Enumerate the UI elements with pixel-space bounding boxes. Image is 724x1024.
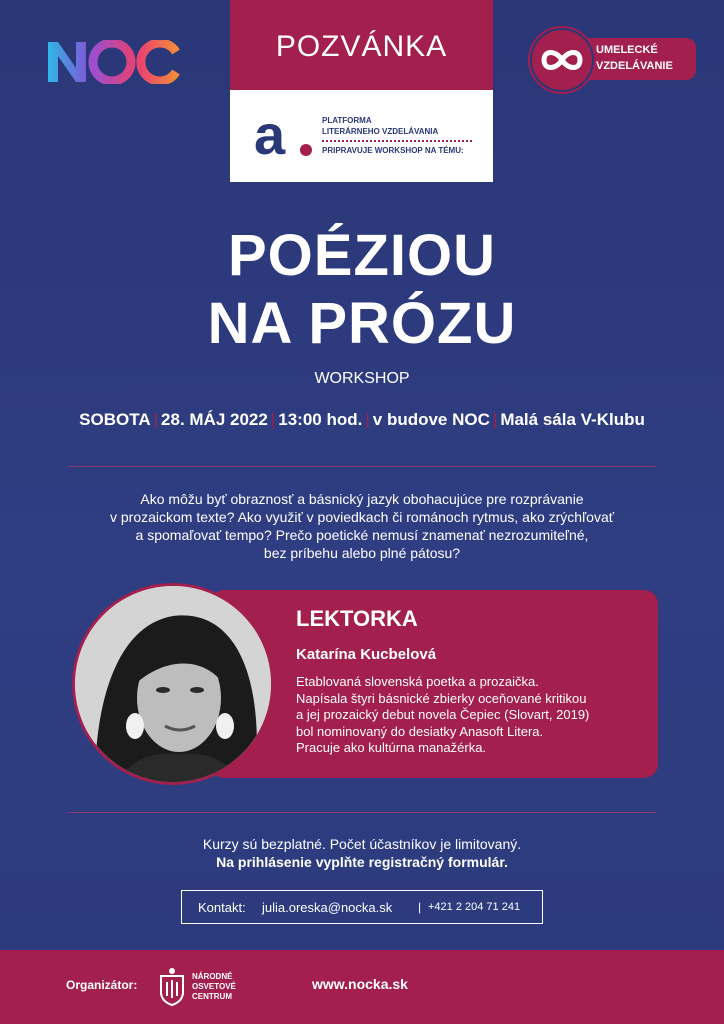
footer-logo-line2: OSVETOVÉ [192,982,236,991]
question-line: v prozaickom texte? Ako využiť v poviedkach či románoch rytmus, ako zrýchľovať [109,509,614,525]
umelecke-vzdelavanie-logo [530,28,696,92]
uv-circle [530,28,594,92]
question-line: bez príbehu alebo plné pátosu? [263,545,461,561]
bio-line: Napísala štyri básnické zbierky oceňované kritikou [296,690,587,706]
uv-text-line1: UMELECKÉ [596,44,658,56]
separator: | [492,410,498,429]
lector-heading: LEKTORKA [296,606,418,631]
event-time: 13:00 hod. [278,410,363,429]
subtitle: WORKSHOP [314,370,410,387]
infinity-icon [532,30,592,90]
intro-question [62,490,662,562]
event-room: Malá sála V-Klubu [500,410,645,429]
lector-name: Katarína Kucbelová [296,646,437,663]
noc-logo-icon [46,40,182,84]
noc-footer-logo [158,964,248,1008]
platform-mark: a [254,103,286,166]
lector-bio [296,674,648,757]
footer-logo-line1: NÁRODNÉ [192,972,233,981]
bio-line: Etablovaná slovenská poetka a prozaička. [296,674,539,689]
contact-phone[interactable]: +421 2 204 71 241 [428,901,521,913]
lector-photo [72,583,274,785]
divider [68,812,656,813]
info-line1: Kurzy sú bezplatné. Počet účastníkov je limitovaný. [202,836,522,852]
footer [0,950,724,1024]
platform-line3: PRIPRAVUJE WORKSHOP NA TÉMU: [322,146,464,155]
invite-banner [230,0,493,90]
divider [68,466,656,467]
platform-line1: PLATFORMA [322,116,372,125]
question-line: a spomaľovať tempo? Prečo poetické nemusí znamenať nezrozumiteľné, [135,527,589,543]
footer-logo-line3: CENTRUM [192,992,232,1001]
contact-box [181,890,543,924]
invite-title: POZVÁNKA [275,30,448,63]
separator: | [270,410,276,429]
platform-dot-icon [300,144,312,156]
title-line2: NA PRÓZU [207,291,517,356]
registration-note[interactable]: Na prihlásenie vyplňte registračný formulár. [216,854,508,870]
contact-label: Kontakt: [198,900,246,915]
platform-line2: LITERÁRNEHO VZDELÁVANIA [322,127,439,136]
bio-line: a jej prozaický debut novela Čepiec (Slovart, 2019) [296,707,590,722]
question-line: Ako môžu byť obraznosť a básnický jazyk obohacujúce pre rozprávanie [140,491,584,507]
event-place: v budove NOC [372,410,490,429]
separator: | [153,410,159,429]
crest-icon [158,966,186,1006]
portrait-icon [75,586,271,782]
event-date: 28. MÁJ 2022 [161,410,268,429]
uv-text-line2: VZDELÁVANIE [596,60,673,72]
organizer-label: Organizátor: [66,978,138,992]
separator: | [365,410,370,429]
event-day: SOBOTA [79,410,151,429]
contact-separator: | [418,900,422,914]
platform-logo [230,90,493,182]
title-line1: POÉZIOU [227,223,497,288]
bio-line: Pracuje ako kultúrna manažérka. [296,740,487,755]
bio-line: bol nominovaný do desiatky Anasoft Litera. [296,723,544,739]
contact-email-link[interactable]: julia.oreska@nocka.sk [262,900,393,915]
dotted-divider [322,140,472,142]
event-details [0,410,724,430]
website-link[interactable]: www.nocka.sk [312,976,408,992]
